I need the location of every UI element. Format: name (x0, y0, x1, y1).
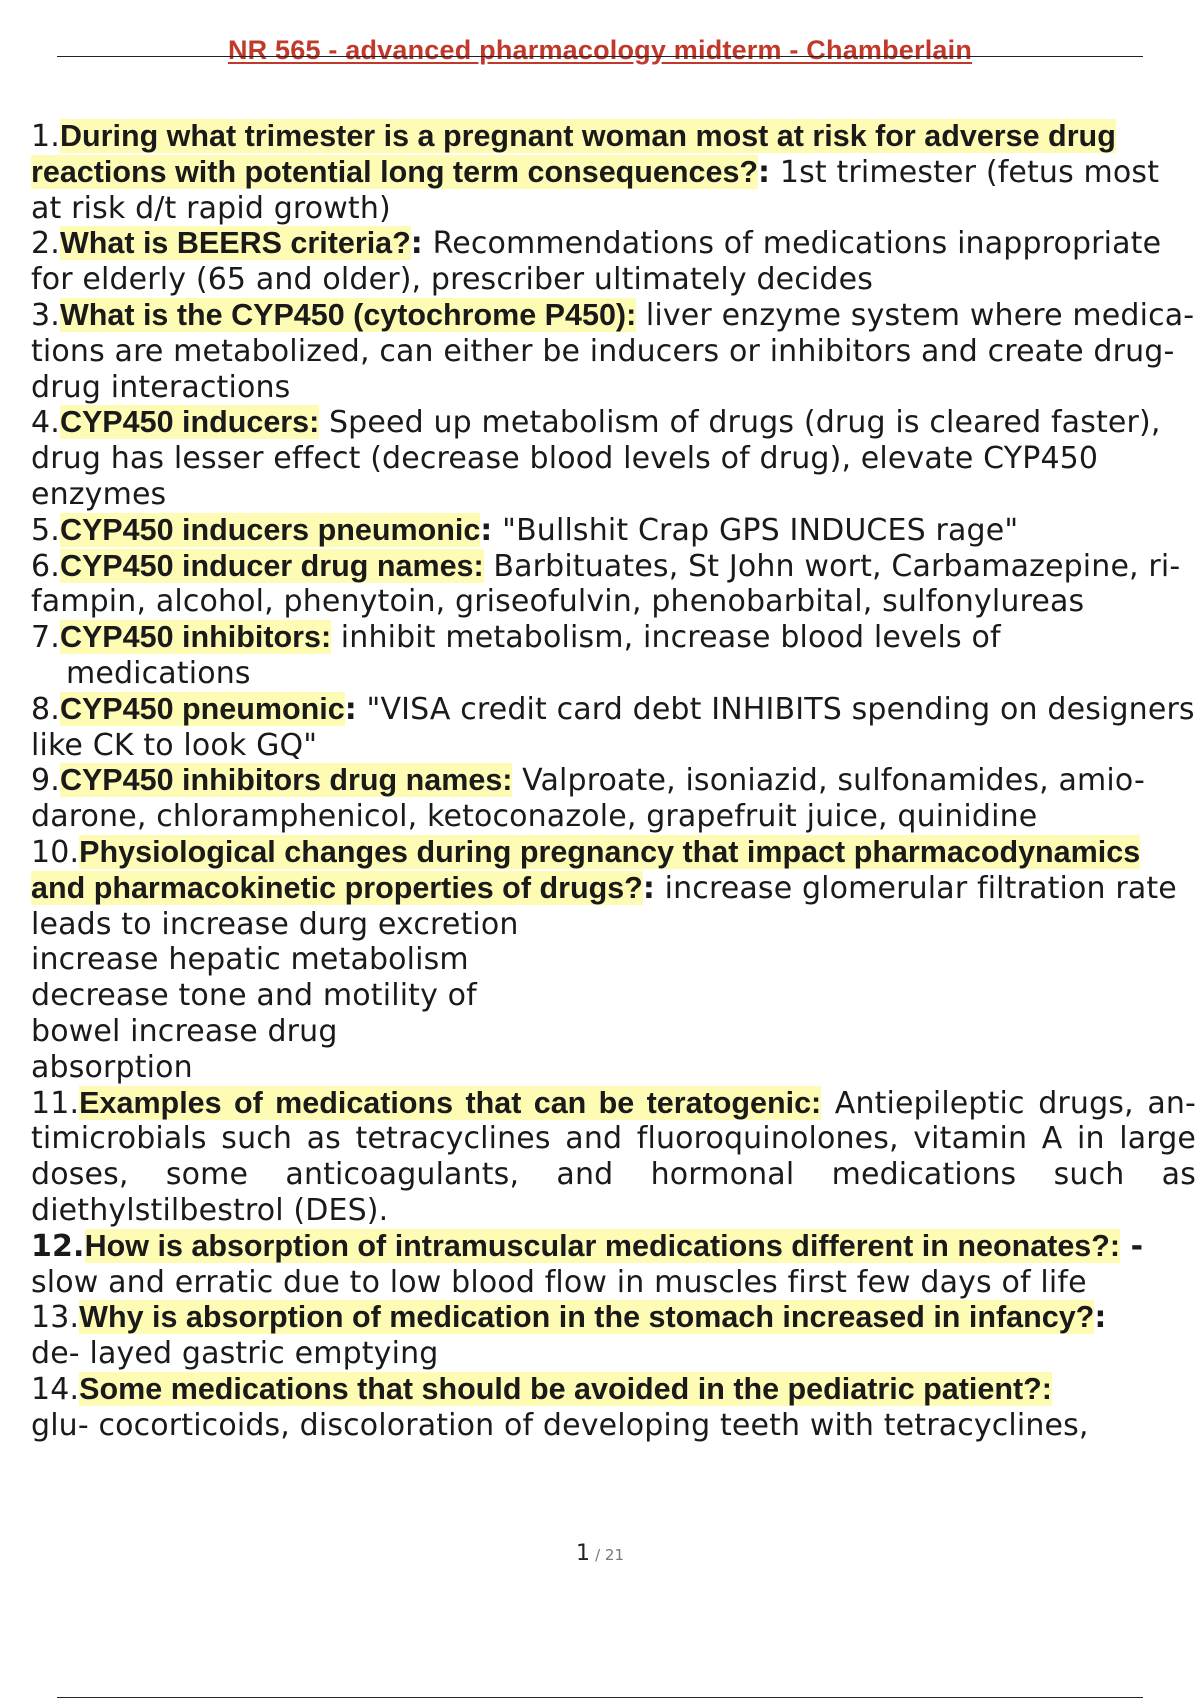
answer-line: decrease tone and motility of (31, 978, 477, 1014)
question-text: CYP450 inhibitors: (59, 620, 332, 655)
answer-text: de- layed gastric emptying (31, 1336, 439, 1372)
item-number: 6. (31, 548, 60, 584)
list-item (31, 692, 1196, 764)
list-item (31, 835, 1196, 1086)
answer-text: increase glomerular filtration rate leads to increase durg excretion (31, 870, 1177, 942)
item-number: 2. (31, 226, 60, 262)
item-number: 1. (31, 119, 60, 154)
list-item (31, 1372, 1196, 1444)
question-text: Examples of medications that can be teratogenic: (79, 1085, 822, 1120)
answer-text: "VISA credit card debt INHIBITS spending on designers like CK to look GQ" (31, 691, 1195, 763)
item-number: 9. (31, 763, 60, 799)
list-item (31, 513, 1196, 549)
item-number: 7. (31, 620, 60, 656)
separator: : (758, 154, 771, 190)
answer-continuation: medications (66, 655, 251, 691)
question-text: CYP450 inducer drug names: (59, 548, 484, 583)
answer-text: liver enzyme system where medica- tions are metabolized, can either be inducers or inhibitors and create drug-drug interactions (31, 297, 1195, 405)
answer-text: Antiepileptic drugs, an- timicrobials such as tetracyclines and fluoroquinolones, vitamin A in large doses, some anticoagulants, and hormonal medications such as diethylstilbestrol (DES). (31, 1085, 1196, 1228)
answer-text: Barbituates, St John wort, Carbamazepine, ri- fampin, alcohol, phenytoin, griseofulvin, phenobarbital, sulfonylureas (31, 548, 1181, 620)
list-item (31, 405, 1196, 512)
question-list (31, 119, 1196, 1443)
separator: : (480, 512, 493, 548)
list-item (31, 119, 1196, 226)
page-current: 1 (575, 1541, 590, 1566)
answer-line: absorption (31, 1049, 193, 1085)
bottom-divider (57, 1697, 1143, 1698)
answer-text: Valproate, isoniazid, sulfonamides, amio- darone, chloramphenicol, ketoconazole, grapefruit juice, quinidine (31, 763, 1145, 835)
separator: : (344, 691, 357, 727)
question-text: CYP450 inhibitors drug names: (59, 763, 513, 798)
answer-line: bowel increase drug (31, 1013, 338, 1049)
answer-text: slow and erratic due to low blood flow in muscles first few days of life (31, 1264, 1087, 1300)
answer-text: inhibit metabolism, increase blood levels of (331, 620, 1001, 656)
question-text: CYP450 inducers: (59, 405, 320, 440)
list-item (31, 620, 1196, 692)
separator: : (1094, 1300, 1107, 1336)
question-text: What is the CYP450 (cytochrome P450): (59, 297, 637, 332)
page-number (0, 1541, 1200, 1566)
answer-line: increase hepatic metabolism (31, 942, 469, 978)
document-title: NR 565 - advanced pharmacology midterm - Chamberlain (227, 35, 973, 65)
separator: : (642, 870, 655, 906)
list-item (31, 1086, 1196, 1229)
item-number: 12. (31, 1228, 85, 1264)
list-item (31, 1229, 1196, 1301)
list-item (31, 549, 1196, 621)
question-text: Some medications that should be avoided in the pediatric patient?: (79, 1371, 1052, 1406)
question-text: During what trimester is a pregnant woman most at risk for adverse drug reactions with potential long term consequences? (31, 119, 1116, 189)
question-text: CYP450 inducers pneumonic (59, 512, 481, 547)
answer-text: 1st trimester (fetus most at risk d/t rapid growth) (31, 154, 1160, 226)
item-number: 5. (31, 512, 60, 548)
list-item (31, 763, 1196, 835)
answer-text: "Bullshit Crap GPS INDUCES rage" (492, 512, 1019, 548)
answer-text: Recommendations of medications inappropriate for elderly (65 and older), prescriber ultimately decides (31, 226, 1162, 298)
list-item (31, 226, 1196, 298)
page-total: / 21 (595, 1546, 624, 1564)
item-number: 13. (31, 1300, 80, 1336)
item-number: 4. (31, 405, 60, 441)
question-text: What is BEERS criteria? (59, 226, 411, 261)
item-number: 14. (31, 1371, 80, 1407)
separator: : (410, 226, 423, 262)
item-number: 11. (31, 1085, 80, 1121)
question-text: Why is absorption of medication in the stomach increased in infancy? (79, 1300, 1095, 1335)
item-number: 8. (31, 691, 60, 727)
list-item (31, 1300, 1196, 1372)
answer-text: Speed up metabolism of drugs (drug is cleared faster), drug has lesser effect (decrease blood levels of drug), elevate CYP450 enzymes (31, 405, 1161, 512)
title-divider (57, 56, 1143, 57)
answer-text: glu- cocorticoids, discoloration of developing teeth with tetracyclines, (31, 1407, 1089, 1443)
list-item (31, 298, 1196, 405)
question-text: Physiological changes during pregnancy that impact pharmacodynamics and pharmacokinetic properties of drugs? (31, 834, 1141, 905)
question-text: CYP450 pneumonic (59, 691, 345, 726)
item-number: 3. (31, 297, 60, 333)
item-number: 10. (31, 834, 80, 870)
question-text: How is absorption of intramuscular medications different in neonates?: (84, 1228, 1121, 1263)
separator: - (1120, 1228, 1144, 1264)
